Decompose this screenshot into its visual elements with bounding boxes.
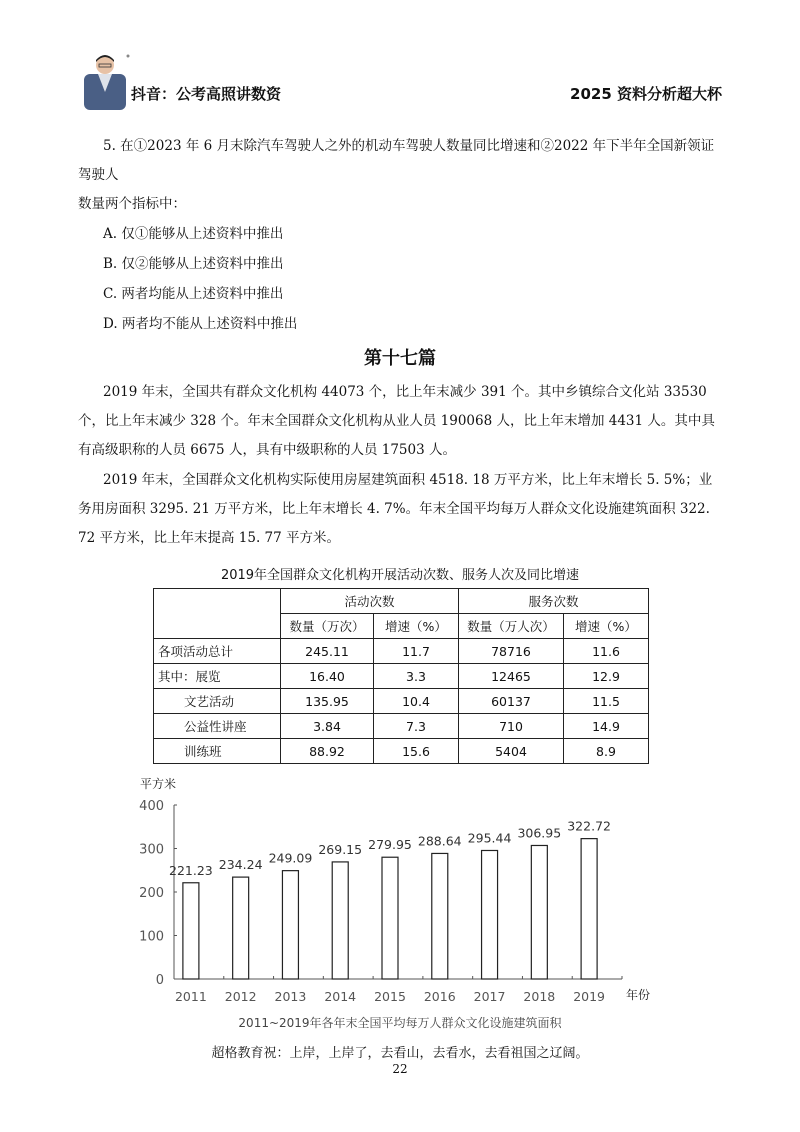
table-title: 2019年全国群众文化机构开展活动次数、服务人次及同比增速 (220, 568, 580, 583)
x-tick-label: 2019 (573, 989, 606, 1004)
cell: 245.11 (281, 639, 374, 664)
cell: 710 (459, 714, 564, 739)
bar-2014 (332, 862, 348, 979)
cell: 15.6 (374, 739, 459, 764)
sub-header-service-count: 数量（万人次） (459, 614, 564, 639)
bar-value-label: 279.95 (368, 837, 412, 853)
table-row (154, 639, 649, 664)
cell: 8.9 (564, 739, 649, 764)
x-tick-label: 2014 (324, 989, 357, 1004)
cell: 16.40 (281, 664, 374, 689)
y-tick-label: 300 (139, 842, 164, 858)
bar-value-label: 295.44 (467, 830, 512, 846)
bar-2013 (282, 871, 298, 979)
bar-value-label: 269.15 (318, 841, 363, 857)
group-header-services: 服务次数 (459, 589, 649, 614)
x-tick-label: 2012 (224, 989, 257, 1004)
cell: 60137 (459, 689, 564, 714)
y-tick-label: 0 (155, 973, 164, 988)
group-header-activities: 活动次数 (281, 589, 459, 614)
row-label: 文艺活动 (154, 689, 281, 714)
x-tick-label: 2013 (274, 989, 307, 1004)
chart-caption: 2011~2019年各年末全国平均每万人群众文化设施建筑面积 (238, 1016, 562, 1030)
table-row (154, 739, 649, 764)
row-label: 公益性讲座 (154, 714, 281, 739)
cell: 10.4 (374, 689, 459, 714)
sub-header-activity-count: 数量（万次） (281, 614, 374, 639)
activity-table (153, 588, 649, 764)
cell: 12465 (459, 664, 564, 689)
presenter-avatar (78, 52, 132, 110)
x-tick-label: 2016 (423, 989, 456, 1004)
bar-value-label: 249.09 (268, 850, 313, 866)
sub-header-service-growth: 增速（%） (564, 614, 649, 639)
bar-value-label: 234.24 (218, 857, 263, 873)
page-number: 22 (392, 1062, 408, 1076)
bar-2018 (531, 845, 547, 979)
x-tick-label: 2018 (523, 989, 556, 1004)
paragraph-1: 2019 年末，全国共有群众文化机构 44073 个，比上年末减少 391 个。其中乡镇综合文化站 33530 个，比上年末减少 328 个。年末全国群众文化机构从业人员 190068 人，比上年末增加 4431 人。其中具有高级职称的人员 6675 人，具有中级职称的人员 17503 人。 (78, 384, 715, 458)
x-axis-label: 年份 (626, 988, 651, 1002)
bar-value-label: 221.23 (169, 862, 213, 878)
bar-chart-svg (130, 770, 670, 1020)
bar-2012 (233, 877, 249, 979)
row-label: 各项活动总计 (154, 639, 281, 664)
y-tick-label: 200 (139, 886, 164, 901)
paragraph-2: 2019 年末，全国群众文化机构实际使用房屋建筑面积 4518. 18 万平方米，比上年末增长 5. 5%；业务用房面积 3295. 21 万平方米，比上年末增长 4. 7%。年末全国平均每万人群众文化设施建筑面积 322. 72 平方米，比上年末提高 15. 77 平方米。 (78, 472, 713, 546)
table-corner-cell (154, 589, 281, 639)
cell: 135.95 (281, 689, 374, 714)
area-bar-chart (130, 770, 670, 1030)
table-row (154, 689, 649, 714)
cell: 7.3 (374, 714, 459, 739)
row-label: 其中：展览 (154, 664, 281, 689)
question-stem-line-1: 5. 在①2023 年 6 月末除汽车驾驶人之外的机动车驾驶人数量同比增速和②2022 年下半年全国新领证驾驶人 (78, 138, 715, 183)
table-group-header-row (154, 589, 649, 614)
question-stem (78, 132, 724, 219)
cell: 12.9 (564, 664, 649, 689)
header-series-title: 2025 资料分析超大杯 (570, 85, 722, 103)
header-channel-name: 抖音：公考高照讲数资 (131, 85, 282, 103)
section-title: 第十七篇 (364, 348, 436, 369)
footer-blessing: 超格教育祝：上岸，上岸了，去看山，去看水，去看祖国之辽阔。 (211, 1046, 589, 1061)
cell: 5404 (459, 739, 564, 764)
bar-2015 (382, 857, 398, 979)
question-stem-line-2: 数量两个指标中： (78, 196, 186, 212)
cell: 11.5 (564, 689, 649, 714)
cell: 3.84 (281, 714, 374, 739)
bar-2016 (432, 853, 448, 979)
table-row (154, 714, 649, 739)
bar-value-label: 322.72 (567, 818, 611, 834)
option-b: B. 仅②能够从上述资料中推出 (103, 256, 284, 272)
option-c: C. 两者均能从上述资料中推出 (103, 286, 284, 302)
sub-header-activity-growth: 增速（%） (374, 614, 459, 639)
bar-2019 (581, 839, 597, 979)
table-row (154, 664, 649, 689)
bar-2011 (183, 883, 199, 979)
x-tick-label: 2017 (473, 989, 506, 1004)
cell: 88.92 (281, 739, 374, 764)
x-tick-label: 2011 (174, 989, 207, 1004)
y-tick-label: 100 (139, 929, 164, 945)
presenter-photo-icon (78, 52, 132, 110)
option-a: A. 仅①能够从上述资料中推出 (103, 226, 284, 242)
bar-value-label: 288.64 (417, 833, 462, 849)
y-tick-label: 400 (139, 799, 164, 814)
cell: 11.6 (564, 639, 649, 664)
row-label: 训练班 (154, 739, 281, 764)
cell: 3.3 (374, 664, 459, 689)
x-tick-label: 2015 (374, 989, 406, 1004)
cell: 14.9 (564, 714, 649, 739)
bar-value-label: 306.95 (517, 825, 562, 841)
y-axis-label: 平方米 (140, 777, 177, 791)
cell: 11.7 (374, 639, 459, 664)
option-d: D. 两者均不能从上述资料中推出 (103, 316, 298, 332)
cell: 78716 (459, 639, 564, 664)
bar-2017 (482, 850, 498, 979)
